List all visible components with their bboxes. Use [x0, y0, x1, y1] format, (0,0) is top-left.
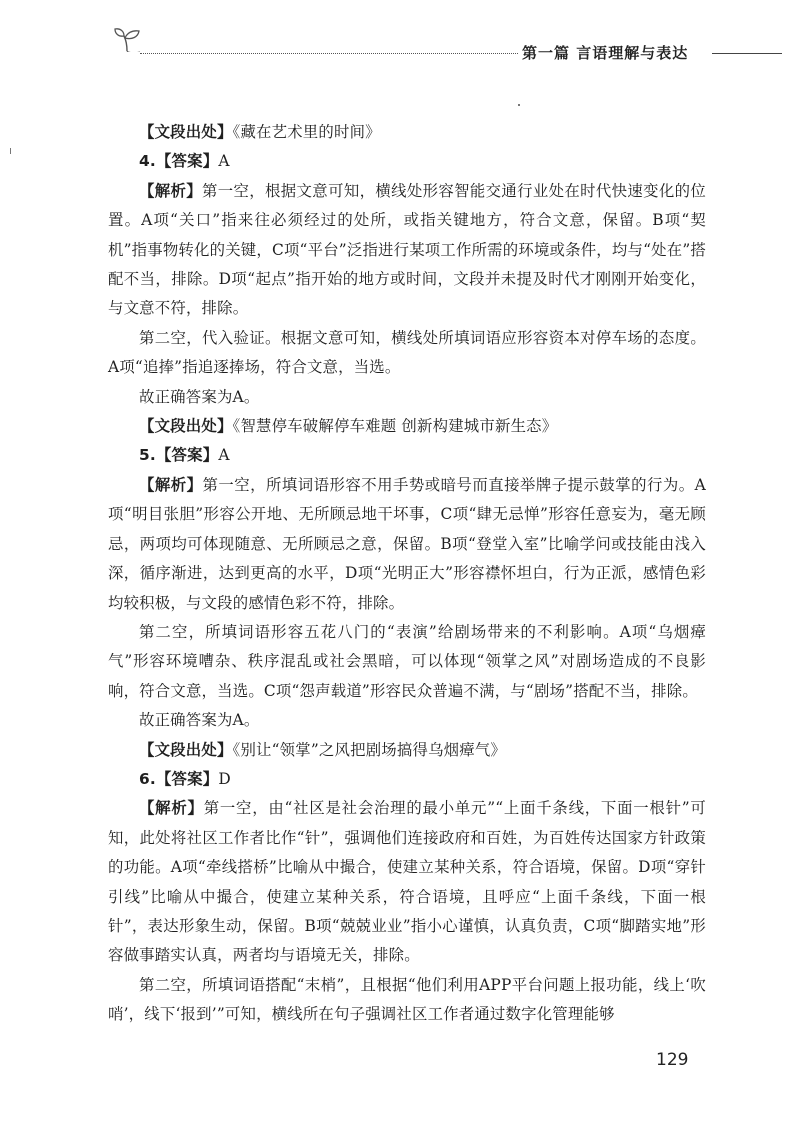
answer-text: D	[218, 769, 231, 788]
conclusion-text: 故正确答案为A。	[139, 387, 260, 406]
source-tag: 【文段出处】	[139, 123, 233, 141]
analysis-text: 第二空，所填词语形容五花八门的“表演”给剧场带来的不利影响。A项“乌烟瘴气”形容环境嘈杂、秩序混乱或社会黑暗，可以体现“领掌之风”对剧场造成的不良影响，符合文意，当选。C项“怨声载道”形容民众普遍不满，与“剧场”搭配不当，排除。	[108, 622, 706, 700]
source-line	[108, 412, 706, 441]
conclusion-text: 故正确答案为A。	[139, 711, 260, 730]
answer-text: A	[218, 446, 230, 465]
source-line	[108, 736, 706, 765]
analysis-text: 第二空，代入验证。根据文意可知，横线处所填词语应形容资本对停车场的态度。A项“追捧”指追逐捧场，符合文意，当选。	[108, 328, 706, 377]
analysis-tag: 【解析】	[139, 475, 203, 494]
analysis-text: 第一空，由“社区是社会治理的最小单元”“上面千条线，下面一根针”可知，此处将社区工作者比作“针”，强调他们连接政府和百姓，为百姓传达国家方针政策的功能。A项“牵线搭桥”比喻从中撮合，使建立某种关系，符合语境，保留。D项“穿针引线”比喻从中撮合，使建立某种关系，符合语境，且呼应“上面千条线，下面一根针”，表达形象生动，保留。B项“兢兢业业”指小心谨慎，认真负责，C项“脚踏实地”形容做事踏实认真，两者均与语境无关，排除。	[108, 799, 706, 965]
analysis-paragraph	[108, 471, 706, 618]
answer-tag: 4.【答案】	[139, 152, 219, 171]
analysis-paragraph	[108, 177, 706, 324]
header-rule	[712, 53, 782, 54]
source-text: 《藏在艺术里的时间》	[232, 123, 381, 141]
analysis-tag: 【解析】	[139, 799, 204, 818]
chapter-title: 第一篇 言语理解与表达	[522, 44, 689, 62]
answer-tag: 6.【答案】	[139, 769, 219, 788]
source-line	[108, 118, 706, 147]
analysis-tag: 【解析】	[139, 181, 203, 200]
analysis-text: 第一空，根据文意可知，横线处形容智能交通行业处在时代快速变化的位置。A项“关口”指来往必须经过的处所，或指关键地方，符合文意，保留。B项“契机”指事物转化的关键，C项“平台”泛指进行某项工作所需的环境或条件，均与“处在”搭配不当，排除。D项“起点”指开始的地方或时间，文段并未提及时代才刚刚开始变化，与文意不符，排除。	[108, 181, 706, 318]
conclusion-line	[108, 383, 706, 412]
scan-speck	[10, 148, 11, 154]
answer-line	[108, 441, 706, 470]
source-text: 《智慧停车破解停车难题 创新构建城市新生态》	[232, 417, 558, 436]
page-number: 129	[656, 1050, 689, 1070]
analysis-paragraph	[108, 324, 706, 383]
analysis-text: 第一空，所填词语形容不用手势或暗号而直接举牌子提示鼓掌的行为。A项“明目张胆”形容公开地、无所顾忌地干坏事，C项“肆无忌惮”形容任意妄为，毫无顾忌，两项均可体现随意、无所顾忌之意，保留。B项“登堂入室”比喻学问或技能由浅入深，循序渐进，达到更高的水平，D项“光明正大”形容襟怀坦白，行为正派，感情色彩均较积极，与文段的感情色彩不符，排除。	[108, 475, 706, 612]
source-text: 《别让“领掌”之风把剧场搞得乌烟瘴气》	[232, 740, 507, 759]
analysis-paragraph	[108, 794, 706, 970]
source-tag: 【文段出处】	[139, 740, 233, 759]
answer-line	[108, 765, 706, 794]
answer-tag: 5.【答案】	[139, 446, 219, 465]
answer-text: A	[218, 152, 230, 171]
analysis-text: 第二空，所填词语搭配“末梢”，且根据“他们利用APP平台问题上报功能，线上‘吹哨’，线下‘报到’”可知，横线所在句子强调社区工作者通过数字化管理能够	[108, 975, 706, 1024]
source-tag: 【文段出处】	[139, 417, 233, 436]
analysis-paragraph	[108, 971, 706, 1030]
page-header	[0, 0, 800, 70]
conclusion-line	[108, 706, 706, 735]
sprout-icon	[112, 26, 142, 52]
answer-line	[108, 147, 706, 176]
page-body	[108, 118, 706, 1030]
header-dotted-rule	[140, 53, 518, 54]
scan-speck	[518, 104, 520, 106]
analysis-paragraph	[108, 618, 706, 706]
